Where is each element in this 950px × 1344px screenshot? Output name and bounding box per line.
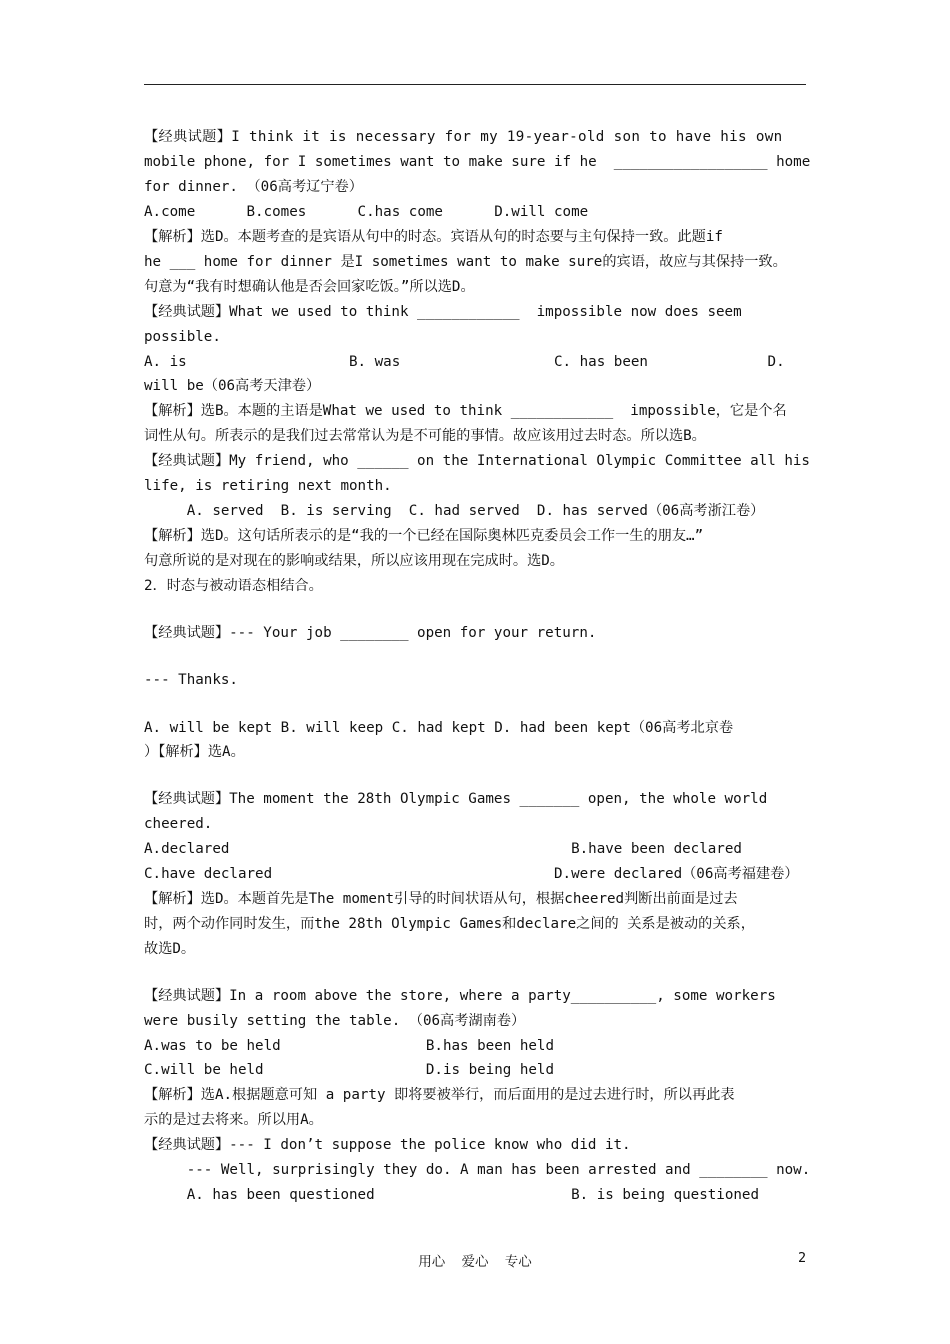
text-line: A.was to be held B.has been held: [144, 1038, 554, 1054]
text-line: 【经典试题】--- Your job ________ open for your return.: [144, 625, 597, 641]
text-line: were busily setting the table. （06高考湖南卷）: [144, 1013, 526, 1029]
text-line: --- Well, surprisingly they do. A man has been arrested and ________ now.: [144, 1162, 811, 1178]
text-line: possible.: [144, 329, 221, 345]
text-line: 【解析】选D。这句话所表示的是“我的一个已经在国际奥林匹克委员会工作一生的朋友…”: [144, 528, 704, 544]
text-line: for dinner. （06高考辽宁卷）: [144, 179, 363, 195]
header-rule: [144, 84, 806, 85]
text-line: 【经典试题】What we used to think ____________ impossible now does seem: [144, 304, 742, 320]
text-line: A. has been questioned B. is being questioned: [144, 1187, 759, 1203]
text-line: 时，两个动作同时发生，而the 28th Olympic Games和declare之间的 关系是被动的关系，: [144, 916, 755, 932]
text-line: 示的是过去将来。所以用A。: [144, 1112, 323, 1128]
text-line: A. is B. was C. has been D.: [144, 354, 785, 370]
text-line: mobile phone, for I sometimes want to make sure if he __________________ home: [144, 154, 811, 170]
text-line: 【解析】选B。本题的主语是What we used to think ____________ impossible，它是个名: [144, 403, 787, 419]
text-line: 【经典试题】--- I don’t suppose the police know who did it.: [144, 1137, 631, 1153]
text-line: 【解析】选D。本题首先是The moment引导的时间状语从句，根据cheered判断出前面是过去: [144, 891, 738, 907]
text-line: 【解析】选A.根据题意可知 a party 即将要被举行，而后面用的是过去进行时，所以再此表: [144, 1087, 735, 1103]
page-footer: 用心 爱心 专心: [418, 1254, 532, 1270]
text-line: A. will be kept B. will keep C. had kept D. had been kept（06高考北京卷: [144, 720, 734, 736]
text-line: 故选D。: [144, 941, 196, 957]
text-line: he ___ home for dinner 是I sometimes want to make sure的宾语，故应与其保持一致。: [144, 254, 787, 270]
page-number: 2: [798, 1250, 807, 1266]
text-line: 【经典试题】I think it is necessary for my 19-year-old son to have his own: [144, 129, 783, 145]
text-line: 【经典试题】My friend, who ______ on the International Olympic Committee all his: [144, 453, 810, 469]
text-line: C.have declared D.were declared（06高考福建卷）: [144, 866, 799, 882]
text-line: A.come B.comes C.has come D.will come: [144, 204, 589, 220]
text-line: life, is retiring next month.: [144, 478, 392, 494]
text-line: --- Thanks.: [144, 672, 238, 688]
text-line: A.declared B.have been declared: [144, 841, 742, 857]
text-line: 【经典试题】The moment the 28th Olympic Games _______ open, the whole world: [144, 791, 768, 807]
text-line: 【解析】选D。本题考查的是宾语从句中的时态。宾语从句的时态要与主句保持一致。此题if: [144, 229, 723, 245]
text-line: ）【解析】选A。: [144, 744, 245, 760]
text-line: cheered.: [144, 816, 213, 832]
text-line: C.will be held D.is being held: [144, 1062, 554, 1078]
text-line: 句意所说的是对现在的影响或结果，所以应该用现在完成时。选D。: [144, 553, 564, 569]
text-line: will be（06高考天津卷）: [144, 378, 321, 394]
text-line: 词性从句。所表示的是我们过去常常认为是不可能的事情。故应该用过去时态。所以选B。: [144, 428, 706, 444]
text-line: A. served B. is serving C. had served D. has served（06高考浙江卷）: [144, 503, 765, 519]
text-line: 【经典试题】In a room above the store, where a party__________, some workers: [144, 988, 776, 1004]
section-heading: 2．时态与被动语态相结合。: [144, 578, 323, 594]
text-line: 句意为“我有时想确认他是否会回家吃饭。”所以选D。: [144, 279, 475, 295]
